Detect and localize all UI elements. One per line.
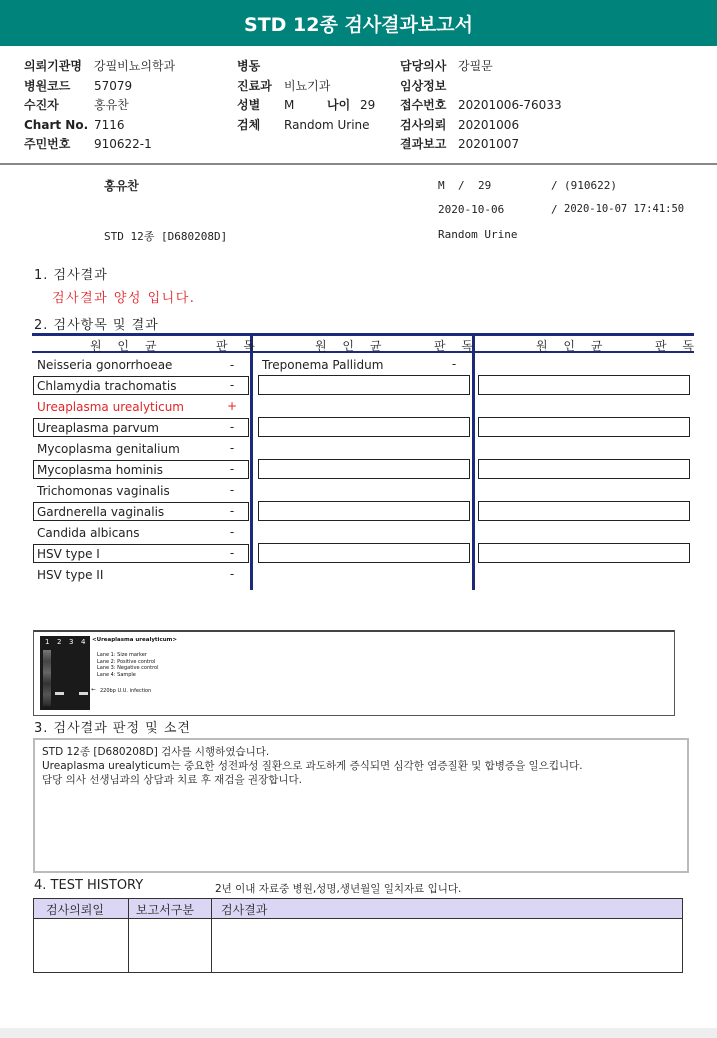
- organism-name: Mycoplasma genitalium: [37, 442, 180, 456]
- results-table-divider-2: [472, 333, 475, 590]
- empty-cell: [478, 417, 690, 437]
- opinion-line: 담당 의사 선생님과의 상담과 치료 후 재검을 권장합니다.: [42, 774, 302, 786]
- label-request-date: 검사의뢰: [400, 117, 447, 132]
- patient-age: 29: [478, 179, 492, 192]
- organism-result: -: [229, 441, 235, 455]
- value-department: 비뇨기과: [284, 78, 331, 93]
- organism-name: HSV type I: [37, 547, 100, 561]
- organism-result: -: [229, 546, 235, 560]
- organism-name: Treponema Pallidum: [262, 358, 384, 372]
- gel-lane-number: 1: [45, 638, 50, 646]
- organism-name: Gardnerella vaginalis: [37, 505, 165, 519]
- empty-cell: [478, 501, 690, 521]
- gel-band-arrow: ←: [91, 687, 96, 693]
- section-1-title: 1. 검사결과: [34, 268, 108, 283]
- label-institution: 의뢰기관명: [24, 59, 82, 73]
- gel-band-positive: [55, 692, 64, 695]
- empty-cell: [258, 501, 470, 521]
- gel-lane-number: 2: [57, 638, 62, 646]
- gel-lane-number: 3: [69, 638, 74, 646]
- header-col-2: [237, 57, 397, 135]
- overall-result: 검사결과 양성 입니다.: [52, 291, 196, 306]
- empty-cell: [478, 375, 690, 395]
- history-col-result: 검사결과: [221, 903, 268, 917]
- value-institution: 강필비뇨의학과: [94, 59, 176, 73]
- organism-result: -: [451, 357, 457, 371]
- value-patient: 홍유찬: [94, 98, 129, 112]
- col-judge-header-3: 판 독: [655, 339, 700, 353]
- history-col-divider: [128, 899, 129, 972]
- value-doctor: 강필문: [458, 59, 493, 73]
- gel-legend: [97, 652, 159, 678]
- section-2-title: 2. 검사항목 및 결과: [34, 318, 159, 333]
- section-3-title: 3. 검사결과 판정 및 소견: [34, 721, 191, 736]
- label-hospital-code: 병원코드: [24, 78, 71, 93]
- value-resident-no: 910622-1: [94, 137, 152, 151]
- gel-legend-item: Lane 1: Size marker: [97, 652, 147, 658]
- patient-sep-2: /: [551, 179, 558, 192]
- organism-name: Chlamydia trachomatis: [37, 379, 177, 393]
- report-title: STD 12종 검사결과보고서: [244, 13, 473, 36]
- gel-band-sample: [79, 692, 88, 695]
- label-doctor: 담당의사: [400, 59, 447, 73]
- label-report-date: 결과보고: [400, 137, 447, 151]
- section-4-title: 4. TEST HISTORY: [34, 878, 144, 893]
- gel-legend-item: Lane 3: Negative control: [97, 665, 159, 671]
- value-hospital-code: 57079: [94, 78, 133, 93]
- value-chart-no: 7116: [94, 117, 125, 132]
- gel-legend-item: Lane 4: Sample: [97, 671, 136, 678]
- patient-name: 홍유찬: [104, 179, 139, 193]
- organism-name: Trichomonas vaginalis: [37, 484, 170, 498]
- patient-test-code: STD 12종 [D680208D]: [104, 230, 228, 243]
- history-col-request-date: 검사의뢰일: [46, 903, 104, 917]
- patient-sex: M: [438, 179, 445, 192]
- gel-lane-number: 4: [81, 638, 86, 646]
- label-specimen: 검체: [237, 117, 261, 132]
- col-judge-header-2: 판 독: [434, 339, 479, 353]
- label-sex: 성별: [237, 98, 261, 112]
- organism-result: -: [229, 378, 235, 392]
- gel-electrophoresis-image: [40, 636, 90, 710]
- patient-birth: (910622): [564, 179, 617, 192]
- organism-result: -: [229, 358, 235, 372]
- organism-result-positive: +: [226, 399, 238, 413]
- gel-title: <Ureaplasma urealyticum>: [92, 637, 177, 643]
- header-col-1: [24, 57, 175, 155]
- label-department: 진료과: [237, 78, 272, 93]
- organism-result: -: [229, 504, 235, 518]
- label-chart-no: Chart No.: [24, 117, 89, 132]
- col-organism-header-2: 원 인 균: [315, 339, 388, 353]
- gel-band-label: 220bp U.U. infection: [100, 688, 152, 694]
- organism-name: Ureaplasma parvum: [37, 421, 159, 435]
- organism-name: Neisseria gonorrhoeae: [37, 358, 173, 372]
- empty-cell: [258, 543, 470, 563]
- col-judge-header-1: 판 독: [216, 339, 261, 353]
- organism-name: HSV type II: [37, 568, 104, 582]
- value-sex: M: [284, 98, 295, 112]
- empty-cell: [258, 459, 470, 479]
- organism-result: -: [229, 567, 235, 581]
- results-table-divider-1: [250, 333, 253, 590]
- patient-sep-1: /: [458, 179, 465, 192]
- organism-name-positive: Ureaplasma urealyticum: [37, 400, 184, 414]
- history-col-divider: [211, 899, 212, 972]
- history-table-header: [34, 899, 682, 919]
- organism-result: -: [229, 420, 235, 434]
- empty-cell: [258, 417, 470, 437]
- patient-report-time: 2020-10-07 17:41:50: [564, 203, 685, 215]
- gel-size-marker-lane: [43, 650, 51, 706]
- value-request-date: 20201006: [458, 117, 520, 132]
- patient-sep-3: /: [551, 203, 558, 216]
- label-receipt-no: 접수번호: [400, 98, 447, 112]
- results-table-top-border: [32, 333, 694, 336]
- opinion-line: STD 12종 [D680208D] 검사를 시행하였습니다.: [42, 746, 270, 758]
- history-note: 2년 이내 자료중 병원,성명,생년월일 일치자료 입니다.: [215, 883, 462, 895]
- history-col-report-type: 보고서구분: [136, 903, 194, 917]
- header-divider: [0, 163, 717, 165]
- organism-name: Candida albicans: [37, 526, 140, 540]
- empty-cell: [258, 375, 470, 395]
- label-patient: 수진자: [24, 98, 59, 112]
- label-clinical-info: 임상정보: [400, 78, 447, 93]
- label-age: 나이: [327, 98, 351, 112]
- organism-result: -: [229, 525, 235, 539]
- col-organism-header-1: 원 인 균: [90, 339, 163, 353]
- report-title-bar: [0, 0, 717, 46]
- patient-test-date: 2020-10-06: [438, 203, 505, 216]
- opinion-line: Ureaplasma urealyticum는 중요한 성전파성 질환으로 과도하게 증식되면 심각한 염증질환 및 합병증을 일으킵니다.: [42, 760, 583, 772]
- organism-name: Mycoplasma hominis: [37, 463, 163, 477]
- gel-legend-item: Lane 2: Positive control: [97, 658, 156, 665]
- header-col-3: [400, 57, 562, 155]
- organism-result: -: [229, 483, 235, 497]
- value-report-date: 20201007: [458, 137, 520, 151]
- col-organism-header-3: 원 인 균: [536, 339, 609, 353]
- value-age: 29: [360, 98, 376, 112]
- empty-cell: [478, 459, 690, 479]
- value-specimen: Random Urine: [284, 117, 370, 132]
- empty-cell: [478, 543, 690, 563]
- label-resident-no: 주민번호: [24, 137, 71, 151]
- page-footer-bar: [0, 1028, 717, 1038]
- organism-result: -: [229, 462, 235, 476]
- value-receipt-no: 20201006-76033: [458, 98, 562, 112]
- patient-specimen: Random Urine: [438, 228, 518, 241]
- label-ward: 병동: [237, 59, 261, 73]
